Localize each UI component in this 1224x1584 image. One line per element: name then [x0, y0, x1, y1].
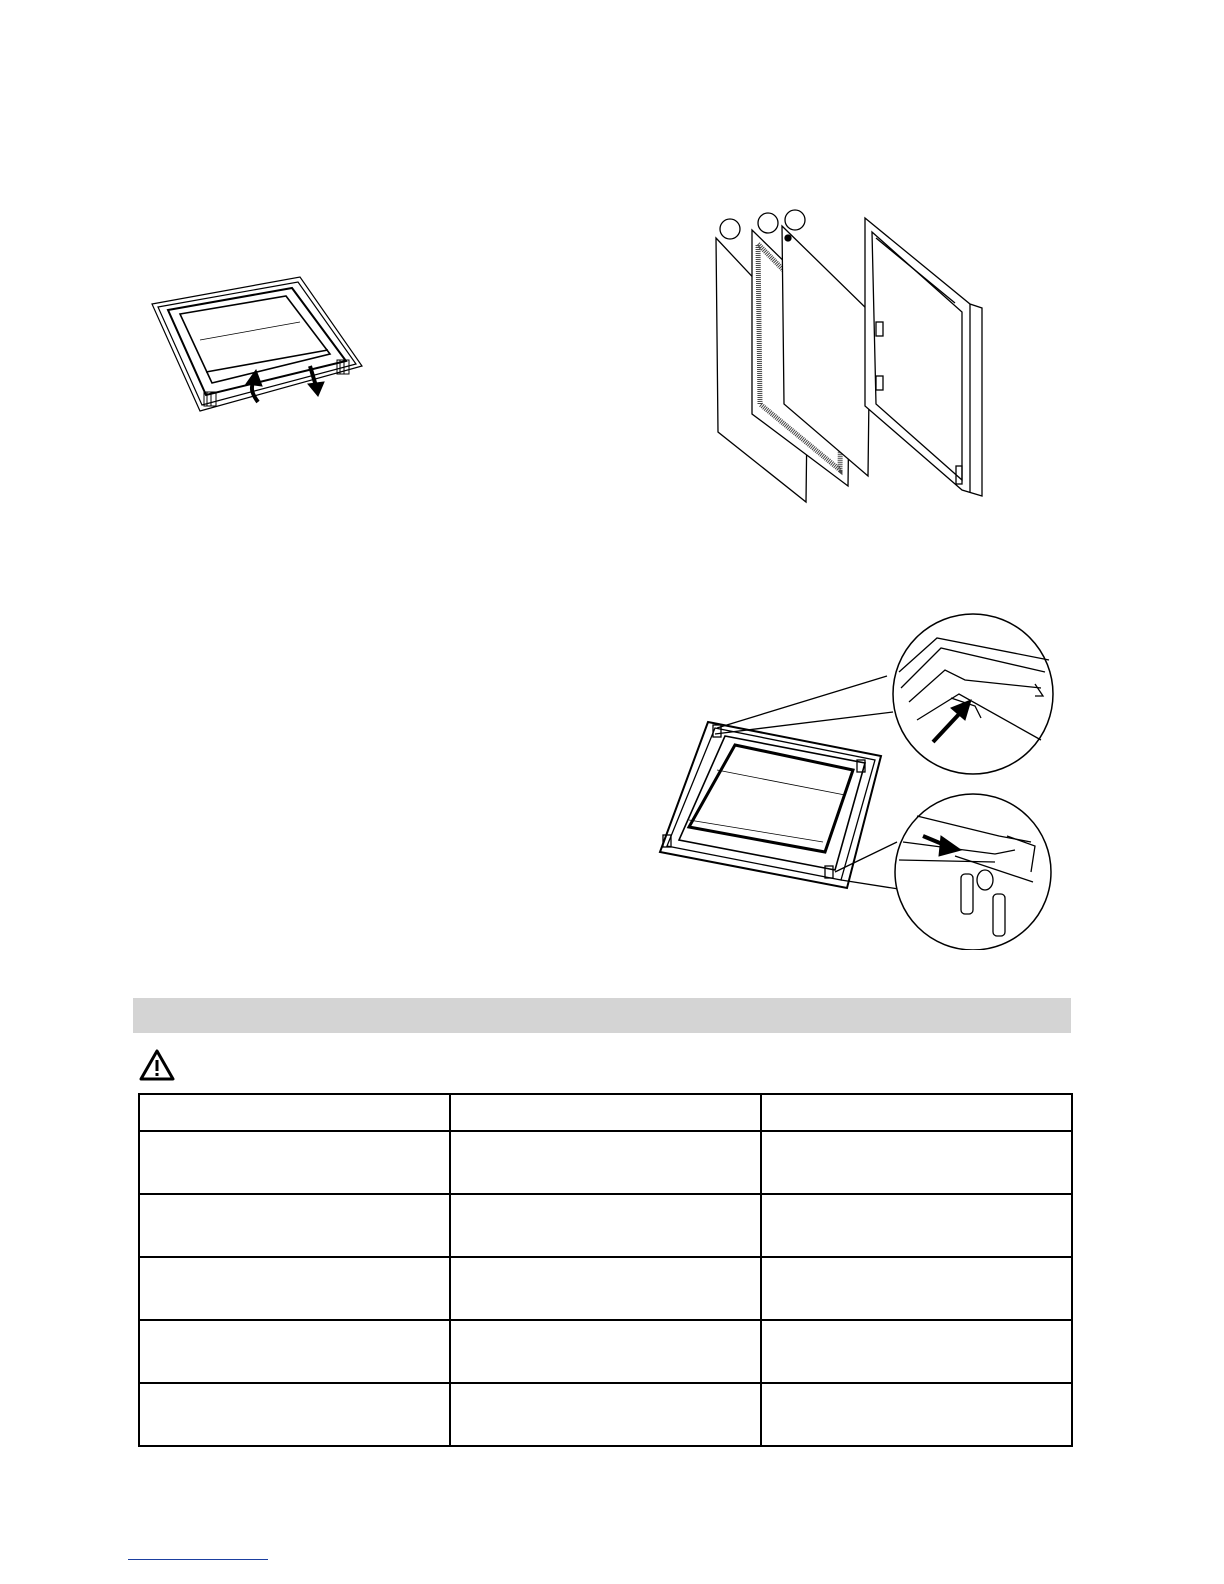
table-cell — [450, 1257, 761, 1320]
table-cell — [139, 1320, 450, 1383]
table-cell — [450, 1194, 761, 1257]
callout-1 — [720, 219, 740, 239]
table-cell — [761, 1320, 1072, 1383]
table-row — [139, 1257, 1072, 1320]
table-header-cell — [761, 1094, 1072, 1131]
table-row — [139, 1320, 1072, 1383]
table-cell — [761, 1131, 1072, 1194]
table-header-row — [139, 1094, 1072, 1131]
table-cell — [761, 1257, 1072, 1320]
footer-link[interactable] — [128, 1559, 268, 1560]
table-cell — [139, 1383, 450, 1446]
door-reinstall-figure — [655, 610, 1060, 950]
table-cell — [139, 1194, 450, 1257]
table-row — [139, 1194, 1072, 1257]
exploded-door-figure — [700, 208, 1000, 510]
table-cell — [450, 1131, 761, 1194]
callout-2 — [758, 213, 778, 233]
table-cell — [139, 1257, 450, 1320]
door-removal-figure — [140, 262, 380, 432]
troubleshooting-table — [138, 1093, 1073, 1447]
table-cell — [139, 1131, 450, 1194]
section-header-bar — [133, 998, 1071, 1033]
table-cell — [450, 1383, 761, 1446]
warning-triangle-icon — [139, 1049, 175, 1081]
table-row — [139, 1383, 1072, 1446]
table-cell — [450, 1320, 761, 1383]
table-header-cell — [139, 1094, 450, 1131]
table-cell — [761, 1383, 1072, 1446]
table-header-cell — [450, 1094, 761, 1131]
callout-3 — [785, 210, 805, 230]
table-row — [139, 1131, 1072, 1194]
table-cell — [761, 1194, 1072, 1257]
